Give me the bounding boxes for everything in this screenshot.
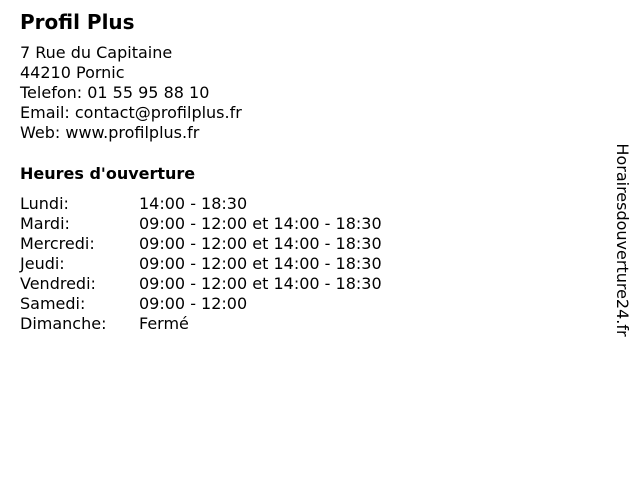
phone-number: Telefon: 01 55 95 88 10 bbox=[20, 83, 210, 102]
city-postcode: 44210 Pornic bbox=[20, 63, 125, 82]
day-hours: 14:00 - 18:30 bbox=[139, 194, 248, 213]
day-label: Samedi: bbox=[20, 294, 86, 313]
street-address: 7 Rue du Capitaine bbox=[20, 43, 173, 62]
day-hours: 09:00 - 12:00 et 14:00 - 18:30 bbox=[139, 274, 382, 293]
contact-info bbox=[20, 43, 242, 143]
day-label: Lundi: bbox=[20, 194, 69, 213]
day-label: Mardi: bbox=[20, 214, 70, 233]
day-hours: 09:00 - 12:00 bbox=[139, 294, 248, 313]
business-name: Profil Plus bbox=[20, 10, 135, 34]
email-address: Email: contact@profilplus.fr bbox=[20, 103, 242, 122]
day-hours: 09:00 - 12:00 et 14:00 - 18:30 bbox=[139, 214, 382, 233]
website: Web: www.profilplus.fr bbox=[20, 123, 200, 142]
day-label: Vendredi: bbox=[20, 274, 96, 293]
day-label: Mercredi: bbox=[20, 234, 95, 253]
hours-heading: Heures d'ouverture bbox=[20, 164, 196, 183]
day-hours: 09:00 - 12:00 et 14:00 - 18:30 bbox=[139, 234, 382, 253]
day-label: Jeudi: bbox=[20, 254, 65, 273]
day-hours: 09:00 - 12:00 et 14:00 - 18:30 bbox=[139, 254, 382, 273]
day-hours: Fermé bbox=[139, 314, 189, 333]
day-label: Dimanche: bbox=[20, 314, 107, 333]
watermark-text: Horairesdouverture24.fr bbox=[613, 143, 632, 337]
